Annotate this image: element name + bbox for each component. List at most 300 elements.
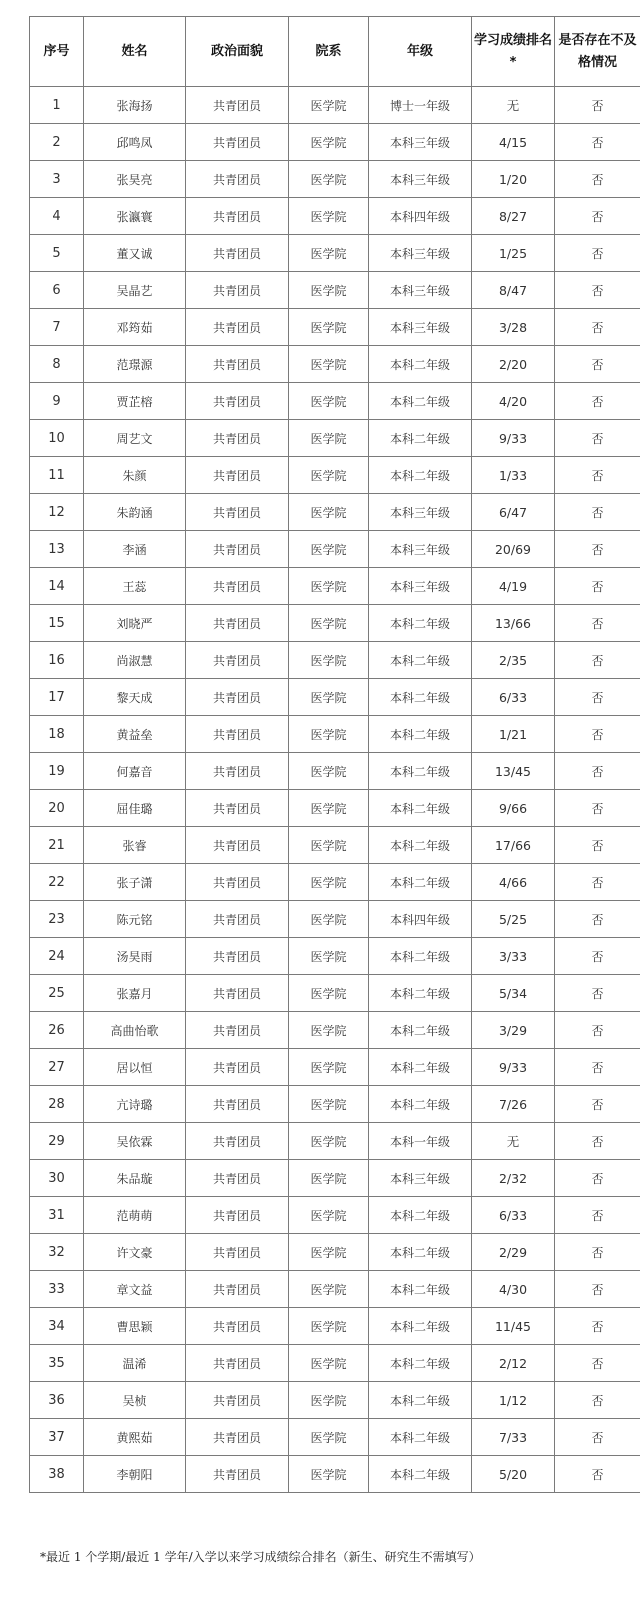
table-row bbox=[30, 975, 640, 1012]
table-row bbox=[30, 1123, 640, 1160]
cell-failing-status: 否 bbox=[555, 864, 640, 901]
cell-index: 5 bbox=[30, 235, 84, 272]
cell-political-status: 共青团员 bbox=[186, 1271, 289, 1308]
cell-academic-rank: 2/12 bbox=[472, 1345, 555, 1382]
cell-failing-status: 否 bbox=[555, 346, 640, 383]
cell-political-status: 共青团员 bbox=[186, 1382, 289, 1419]
cell-academic-rank: 20/69 bbox=[472, 531, 555, 568]
cell-grade: 本科三年级 bbox=[369, 124, 472, 161]
cell-grade: 本科二年级 bbox=[369, 827, 472, 864]
cell-grade: 本科二年级 bbox=[369, 642, 472, 679]
cell-grade: 本科三年级 bbox=[369, 494, 472, 531]
cell-index: 19 bbox=[30, 753, 84, 790]
table-row bbox=[30, 309, 640, 346]
cell-name: 范萌萌 bbox=[84, 1197, 186, 1234]
table-row bbox=[30, 235, 640, 272]
cell-failing-status: 否 bbox=[555, 309, 640, 346]
cell-department: 医学院 bbox=[289, 679, 369, 716]
cell-academic-rank: 6/33 bbox=[472, 1197, 555, 1234]
table-row bbox=[30, 1086, 640, 1123]
cell-academic-rank: 3/29 bbox=[472, 1012, 555, 1049]
cell-political-status: 共青团员 bbox=[186, 420, 289, 457]
table-row bbox=[30, 568, 640, 605]
cell-political-status: 共青团员 bbox=[186, 124, 289, 161]
cell-index: 31 bbox=[30, 1197, 84, 1234]
cell-academic-rank: 8/27 bbox=[472, 198, 555, 235]
cell-department: 医学院 bbox=[289, 124, 369, 161]
cell-name: 屈佳璐 bbox=[84, 790, 186, 827]
cell-academic-rank: 1/33 bbox=[472, 457, 555, 494]
table-row bbox=[30, 1271, 640, 1308]
cell-grade: 本科二年级 bbox=[369, 864, 472, 901]
cell-grade: 本科二年级 bbox=[369, 1012, 472, 1049]
cell-political-status: 共青团员 bbox=[186, 457, 289, 494]
table-row bbox=[30, 753, 640, 790]
cell-department: 医学院 bbox=[289, 716, 369, 753]
table-row bbox=[30, 1382, 640, 1419]
cell-grade: 本科二年级 bbox=[369, 420, 472, 457]
cell-name: 居以恒 bbox=[84, 1049, 186, 1086]
cell-academic-rank: 5/34 bbox=[472, 975, 555, 1012]
table-row bbox=[30, 420, 640, 457]
cell-department: 医学院 bbox=[289, 1456, 369, 1493]
cell-political-status: 共青团员 bbox=[186, 1049, 289, 1086]
cell-name: 张睿 bbox=[84, 827, 186, 864]
cell-department: 医学院 bbox=[289, 975, 369, 1012]
cell-political-status: 共青团员 bbox=[186, 1197, 289, 1234]
table-row bbox=[30, 938, 640, 975]
cell-index: 18 bbox=[30, 716, 84, 753]
cell-grade: 本科二年级 bbox=[369, 1086, 472, 1123]
cell-index: 21 bbox=[30, 827, 84, 864]
cell-academic-rank: 13/45 bbox=[472, 753, 555, 790]
table-row bbox=[30, 901, 640, 938]
cell-index: 12 bbox=[30, 494, 84, 531]
cell-name: 李朝阳 bbox=[84, 1456, 186, 1493]
cell-name: 张昊亮 bbox=[84, 161, 186, 198]
cell-department: 医学院 bbox=[289, 272, 369, 309]
cell-department: 医学院 bbox=[289, 1419, 369, 1456]
cell-department: 医学院 bbox=[289, 1012, 369, 1049]
cell-failing-status: 否 bbox=[555, 605, 640, 642]
header-department: 院系 bbox=[289, 17, 369, 87]
cell-name: 何嘉音 bbox=[84, 753, 186, 790]
cell-department: 医学院 bbox=[289, 605, 369, 642]
cell-name: 黄熙茹 bbox=[84, 1419, 186, 1456]
cell-grade: 博士一年级 bbox=[369, 87, 472, 124]
cell-failing-status: 否 bbox=[555, 1012, 640, 1049]
cell-political-status: 共青团员 bbox=[186, 1308, 289, 1345]
cell-grade: 本科一年级 bbox=[369, 1123, 472, 1160]
cell-failing-status: 否 bbox=[555, 235, 640, 272]
cell-failing-status: 否 bbox=[555, 1271, 640, 1308]
cell-failing-status: 否 bbox=[555, 1049, 640, 1086]
cell-grade: 本科二年级 bbox=[369, 1308, 472, 1345]
cell-name: 吴依霖 bbox=[84, 1123, 186, 1160]
table-row bbox=[30, 605, 640, 642]
cell-academic-rank: 6/47 bbox=[472, 494, 555, 531]
table-row bbox=[30, 124, 640, 161]
table-row bbox=[30, 161, 640, 198]
cell-department: 医学院 bbox=[289, 1123, 369, 1160]
cell-name: 尚淑慧 bbox=[84, 642, 186, 679]
table-row bbox=[30, 1197, 640, 1234]
header-index: 序号 bbox=[30, 17, 84, 87]
cell-failing-status: 否 bbox=[555, 1345, 640, 1382]
cell-academic-rank: 5/25 bbox=[472, 901, 555, 938]
cell-academic-rank: 3/33 bbox=[472, 938, 555, 975]
cell-index: 23 bbox=[30, 901, 84, 938]
cell-grade: 本科四年级 bbox=[369, 198, 472, 235]
cell-academic-rank: 1/25 bbox=[472, 235, 555, 272]
cell-department: 医学院 bbox=[289, 1271, 369, 1308]
header-failing-status: 是否存在不及格情况 bbox=[555, 17, 640, 87]
table-row bbox=[30, 790, 640, 827]
cell-political-status: 共青团员 bbox=[186, 938, 289, 975]
cell-department: 医学院 bbox=[289, 1345, 369, 1382]
table-row bbox=[30, 716, 640, 753]
cell-name: 许文豪 bbox=[84, 1234, 186, 1271]
cell-political-status: 共青团员 bbox=[186, 198, 289, 235]
cell-index: 35 bbox=[30, 1345, 84, 1382]
cell-name: 周艺文 bbox=[84, 420, 186, 457]
cell-index: 8 bbox=[30, 346, 84, 383]
header-row bbox=[30, 17, 640, 87]
cell-index: 28 bbox=[30, 1086, 84, 1123]
cell-index: 34 bbox=[30, 1308, 84, 1345]
cell-failing-status: 否 bbox=[555, 1308, 640, 1345]
table-row bbox=[30, 827, 640, 864]
cell-department: 医学院 bbox=[289, 938, 369, 975]
cell-grade: 本科二年级 bbox=[369, 1419, 472, 1456]
cell-name: 汤昊雨 bbox=[84, 938, 186, 975]
table-row bbox=[30, 531, 640, 568]
cell-political-status: 共青团员 bbox=[186, 531, 289, 568]
cell-name: 朱韵涵 bbox=[84, 494, 186, 531]
cell-political-status: 共青团员 bbox=[186, 1456, 289, 1493]
cell-failing-status: 否 bbox=[555, 753, 640, 790]
cell-political-status: 共青团员 bbox=[186, 309, 289, 346]
cell-index: 17 bbox=[30, 679, 84, 716]
cell-failing-status: 否 bbox=[555, 87, 640, 124]
table-row bbox=[30, 1345, 640, 1382]
cell-department: 医学院 bbox=[289, 87, 369, 124]
cell-failing-status: 否 bbox=[555, 494, 640, 531]
cell-index: 1 bbox=[30, 87, 84, 124]
cell-index: 27 bbox=[30, 1049, 84, 1086]
cell-failing-status: 否 bbox=[555, 716, 640, 753]
cell-grade: 本科二年级 bbox=[369, 716, 472, 753]
cell-failing-status: 否 bbox=[555, 1382, 640, 1419]
cell-academic-rank: 1/21 bbox=[472, 716, 555, 753]
cell-department: 医学院 bbox=[289, 1160, 369, 1197]
cell-index: 14 bbox=[30, 568, 84, 605]
cell-grade: 本科三年级 bbox=[369, 235, 472, 272]
cell-department: 医学院 bbox=[289, 753, 369, 790]
cell-department: 医学院 bbox=[289, 457, 369, 494]
table-body bbox=[30, 87, 640, 1493]
cell-political-status: 共青团员 bbox=[186, 679, 289, 716]
cell-grade: 本科二年级 bbox=[369, 346, 472, 383]
cell-name: 邱鸣凤 bbox=[84, 124, 186, 161]
cell-failing-status: 否 bbox=[555, 1456, 640, 1493]
cell-index: 13 bbox=[30, 531, 84, 568]
cell-failing-status: 否 bbox=[555, 161, 640, 198]
cell-failing-status: 否 bbox=[555, 420, 640, 457]
cell-political-status: 共青团员 bbox=[186, 1419, 289, 1456]
cell-political-status: 共青团员 bbox=[186, 753, 289, 790]
header-name: 姓名 bbox=[84, 17, 186, 87]
cell-academic-rank: 2/29 bbox=[472, 1234, 555, 1271]
cell-department: 医学院 bbox=[289, 901, 369, 938]
table-row bbox=[30, 87, 640, 124]
cell-political-status: 共青团员 bbox=[186, 568, 289, 605]
cell-index: 15 bbox=[30, 605, 84, 642]
cell-index: 6 bbox=[30, 272, 84, 309]
cell-department: 医学院 bbox=[289, 383, 369, 420]
cell-academic-rank: 9/66 bbox=[472, 790, 555, 827]
cell-department: 医学院 bbox=[289, 790, 369, 827]
cell-political-status: 共青团员 bbox=[186, 383, 289, 420]
cell-academic-rank: 4/15 bbox=[472, 124, 555, 161]
cell-name: 曹思颖 bbox=[84, 1308, 186, 1345]
cell-name: 刘晓严 bbox=[84, 605, 186, 642]
cell-academic-rank: 4/20 bbox=[472, 383, 555, 420]
table-row bbox=[30, 383, 640, 420]
table-row bbox=[30, 346, 640, 383]
cell-grade: 本科二年级 bbox=[369, 975, 472, 1012]
cell-academic-rank: 11/45 bbox=[472, 1308, 555, 1345]
cell-failing-status: 否 bbox=[555, 1234, 640, 1271]
cell-failing-status: 否 bbox=[555, 383, 640, 420]
cell-grade: 本科二年级 bbox=[369, 1345, 472, 1382]
cell-department: 医学院 bbox=[289, 827, 369, 864]
cell-academic-rank: 8/47 bbox=[472, 272, 555, 309]
cell-academic-rank: 9/33 bbox=[472, 1049, 555, 1086]
table-header bbox=[30, 17, 640, 87]
cell-index: 4 bbox=[30, 198, 84, 235]
cell-index: 38 bbox=[30, 1456, 84, 1493]
cell-failing-status: 否 bbox=[555, 568, 640, 605]
cell-failing-status: 否 bbox=[555, 790, 640, 827]
cell-index: 7 bbox=[30, 309, 84, 346]
cell-grade: 本科二年级 bbox=[369, 1049, 472, 1086]
cell-index: 9 bbox=[30, 383, 84, 420]
cell-political-status: 共青团员 bbox=[186, 1160, 289, 1197]
cell-failing-status: 否 bbox=[555, 1123, 640, 1160]
cell-political-status: 共青团员 bbox=[186, 494, 289, 531]
cell-political-status: 共青团员 bbox=[186, 716, 289, 753]
cell-department: 医学院 bbox=[289, 161, 369, 198]
cell-political-status: 共青团员 bbox=[186, 901, 289, 938]
cell-name: 朱品璇 bbox=[84, 1160, 186, 1197]
table-row bbox=[30, 198, 640, 235]
cell-academic-rank: 6/33 bbox=[472, 679, 555, 716]
cell-grade: 本科二年级 bbox=[369, 1234, 472, 1271]
cell-name: 章文益 bbox=[84, 1271, 186, 1308]
cell-department: 医学院 bbox=[289, 531, 369, 568]
cell-name: 贾芷榕 bbox=[84, 383, 186, 420]
cell-political-status: 共青团员 bbox=[186, 161, 289, 198]
cell-name: 亢诗璐 bbox=[84, 1086, 186, 1123]
cell-name: 邓筠茹 bbox=[84, 309, 186, 346]
cell-index: 29 bbox=[30, 1123, 84, 1160]
cell-grade: 本科二年级 bbox=[369, 790, 472, 827]
cell-grade: 本科二年级 bbox=[369, 1456, 472, 1493]
cell-index: 26 bbox=[30, 1012, 84, 1049]
cell-academic-rank: 4/30 bbox=[472, 1271, 555, 1308]
cell-department: 医学院 bbox=[289, 1308, 369, 1345]
cell-name: 温浠 bbox=[84, 1345, 186, 1382]
table-row bbox=[30, 1160, 640, 1197]
cell-department: 医学院 bbox=[289, 198, 369, 235]
cell-academic-rank: 17/66 bbox=[472, 827, 555, 864]
cell-index: 30 bbox=[30, 1160, 84, 1197]
cell-name: 黄益垒 bbox=[84, 716, 186, 753]
cell-political-status: 共青团员 bbox=[186, 605, 289, 642]
table-row bbox=[30, 1012, 640, 1049]
cell-index: 37 bbox=[30, 1419, 84, 1456]
cell-index: 36 bbox=[30, 1382, 84, 1419]
cell-political-status: 共青团员 bbox=[186, 87, 289, 124]
table-row bbox=[30, 1049, 640, 1086]
cell-grade: 本科二年级 bbox=[369, 679, 472, 716]
table-row bbox=[30, 642, 640, 679]
cell-academic-rank: 7/33 bbox=[472, 1419, 555, 1456]
cell-grade: 本科三年级 bbox=[369, 568, 472, 605]
cell-failing-status: 否 bbox=[555, 272, 640, 309]
cell-index: 20 bbox=[30, 790, 84, 827]
cell-grade: 本科三年级 bbox=[369, 272, 472, 309]
cell-index: 33 bbox=[30, 1271, 84, 1308]
cell-grade: 本科二年级 bbox=[369, 1271, 472, 1308]
cell-name: 张子潇 bbox=[84, 864, 186, 901]
cell-political-status: 共青团员 bbox=[186, 827, 289, 864]
table-row bbox=[30, 679, 640, 716]
cell-name: 王蕊 bbox=[84, 568, 186, 605]
cell-failing-status: 否 bbox=[555, 531, 640, 568]
cell-index: 2 bbox=[30, 124, 84, 161]
cell-department: 医学院 bbox=[289, 642, 369, 679]
cell-academic-rank: 1/20 bbox=[472, 161, 555, 198]
cell-name: 高曲怡歌 bbox=[84, 1012, 186, 1049]
cell-department: 医学院 bbox=[289, 494, 369, 531]
header-political-status: 政治面貌 bbox=[186, 17, 289, 87]
cell-grade: 本科二年级 bbox=[369, 938, 472, 975]
cell-political-status: 共青团员 bbox=[186, 1123, 289, 1160]
cell-department: 医学院 bbox=[289, 864, 369, 901]
cell-grade: 本科二年级 bbox=[369, 605, 472, 642]
cell-failing-status: 否 bbox=[555, 938, 640, 975]
cell-name: 张嘉月 bbox=[84, 975, 186, 1012]
cell-index: 24 bbox=[30, 938, 84, 975]
table-row bbox=[30, 864, 640, 901]
cell-academic-rank: 无 bbox=[472, 1123, 555, 1160]
cell-political-status: 共青团员 bbox=[186, 975, 289, 1012]
cell-name: 张海扬 bbox=[84, 87, 186, 124]
cell-grade: 本科三年级 bbox=[369, 531, 472, 568]
cell-grade: 本科二年级 bbox=[369, 1382, 472, 1419]
header-academic-rank: 学习成绩排名* bbox=[472, 17, 555, 87]
table-row bbox=[30, 494, 640, 531]
cell-failing-status: 否 bbox=[555, 1419, 640, 1456]
cell-failing-status: 否 bbox=[555, 642, 640, 679]
table-row bbox=[30, 457, 640, 494]
cell-failing-status: 否 bbox=[555, 901, 640, 938]
cell-index: 25 bbox=[30, 975, 84, 1012]
cell-political-status: 共青团员 bbox=[186, 642, 289, 679]
cell-index: 22 bbox=[30, 864, 84, 901]
cell-academic-rank: 4/19 bbox=[472, 568, 555, 605]
table-row bbox=[30, 1308, 640, 1345]
cell-academic-rank: 2/35 bbox=[472, 642, 555, 679]
cell-academic-rank: 2/32 bbox=[472, 1160, 555, 1197]
cell-index: 32 bbox=[30, 1234, 84, 1271]
cell-political-status: 共青团员 bbox=[186, 1345, 289, 1382]
cell-department: 医学院 bbox=[289, 346, 369, 383]
cell-grade: 本科二年级 bbox=[369, 457, 472, 494]
cell-failing-status: 否 bbox=[555, 679, 640, 716]
cell-department: 医学院 bbox=[289, 309, 369, 346]
cell-grade: 本科二年级 bbox=[369, 1197, 472, 1234]
cell-failing-status: 否 bbox=[555, 975, 640, 1012]
cell-department: 医学院 bbox=[289, 1382, 369, 1419]
cell-political-status: 共青团员 bbox=[186, 235, 289, 272]
cell-department: 医学院 bbox=[289, 1234, 369, 1271]
cell-failing-status: 否 bbox=[555, 1160, 640, 1197]
cell-name: 吴晶艺 bbox=[84, 272, 186, 309]
cell-name: 董又诚 bbox=[84, 235, 186, 272]
cell-grade: 本科三年级 bbox=[369, 1160, 472, 1197]
cell-failing-status: 否 bbox=[555, 827, 640, 864]
table-row bbox=[30, 1234, 640, 1271]
cell-political-status: 共青团员 bbox=[186, 1234, 289, 1271]
cell-academic-rank: 7/26 bbox=[472, 1086, 555, 1123]
cell-grade: 本科四年级 bbox=[369, 901, 472, 938]
cell-index: 11 bbox=[30, 457, 84, 494]
cell-academic-rank: 1/12 bbox=[472, 1382, 555, 1419]
cell-name: 李涵 bbox=[84, 531, 186, 568]
cell-failing-status: 否 bbox=[555, 1197, 640, 1234]
cell-name: 黎天成 bbox=[84, 679, 186, 716]
cell-failing-status: 否 bbox=[555, 457, 640, 494]
cell-failing-status: 否 bbox=[555, 1086, 640, 1123]
cell-name: 朱颜 bbox=[84, 457, 186, 494]
cell-name: 吴桢 bbox=[84, 1382, 186, 1419]
cell-political-status: 共青团员 bbox=[186, 790, 289, 827]
cell-political-status: 共青团员 bbox=[186, 346, 289, 383]
cell-index: 16 bbox=[30, 642, 84, 679]
cell-index: 10 bbox=[30, 420, 84, 457]
cell-academic-rank: 4/66 bbox=[472, 864, 555, 901]
footnote: *最近 1 个学期/最近 1 学年/入学以来学习成绩综合排名（新生、研究生不需填写） bbox=[40, 1550, 481, 1564]
cell-department: 医学院 bbox=[289, 1049, 369, 1086]
cell-academic-rank: 9/33 bbox=[472, 420, 555, 457]
cell-grade: 本科二年级 bbox=[369, 383, 472, 420]
cell-political-status: 共青团员 bbox=[186, 864, 289, 901]
cell-failing-status: 否 bbox=[555, 124, 640, 161]
cell-department: 医学院 bbox=[289, 235, 369, 272]
cell-name: 张瀛寰 bbox=[84, 198, 186, 235]
header-grade: 年级 bbox=[369, 17, 472, 87]
cell-political-status: 共青团员 bbox=[186, 1012, 289, 1049]
cell-political-status: 共青团员 bbox=[186, 272, 289, 309]
cell-grade: 本科三年级 bbox=[369, 309, 472, 346]
table-row bbox=[30, 1419, 640, 1456]
cell-grade: 本科二年级 bbox=[369, 753, 472, 790]
cell-failing-status: 否 bbox=[555, 198, 640, 235]
cell-department: 医学院 bbox=[289, 1086, 369, 1123]
